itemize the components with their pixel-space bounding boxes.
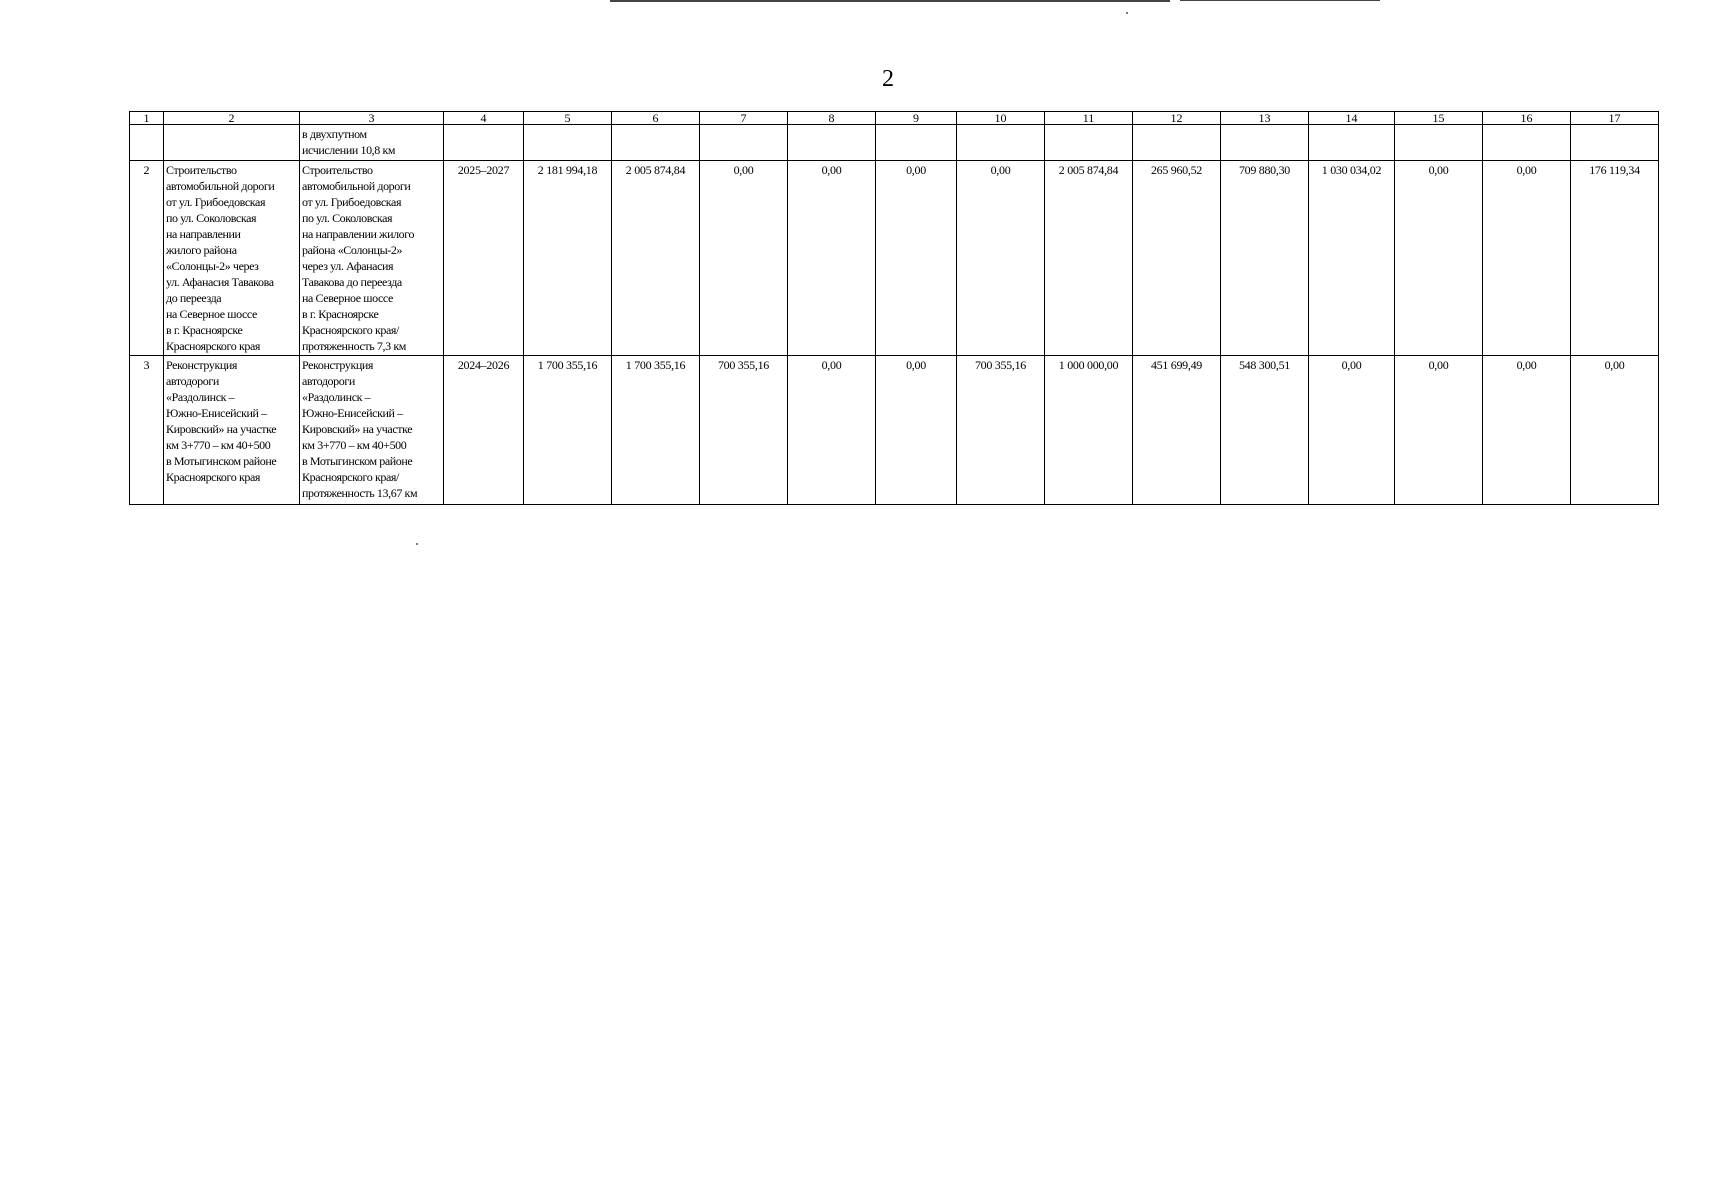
- value-cell: 700 355,16: [957, 356, 1045, 505]
- table-row-continuation: [130, 125, 1659, 161]
- table-row: [130, 356, 1659, 505]
- object-name: Строительство автомобильной дороги от ул. Грибоедовская по ул. Соколовская на направлении жилого района «Солонцы-2» через ул. Афанасия Тавакова до переезда на Северное шоссе в г. Красноярске Красноярского края: [164, 161, 300, 356]
- table-header-row: [130, 112, 1659, 125]
- value-cell: 176 119,34: [1571, 161, 1659, 356]
- value-cell: 0,00: [788, 161, 876, 356]
- value-cell: 1 700 355,16: [612, 356, 700, 505]
- column-header: 15: [1395, 112, 1483, 125]
- column-header: 13: [1221, 112, 1309, 125]
- period-cell: 2024–2026: [444, 356, 524, 505]
- column-header: 2: [164, 112, 300, 125]
- column-header: 16: [1483, 112, 1571, 125]
- value-cell: 0,00: [1483, 161, 1571, 356]
- value-cell: 709 880,30: [1221, 161, 1309, 356]
- value-cell: 2 005 874,84: [612, 161, 700, 356]
- column-header: 12: [1133, 112, 1221, 125]
- column-header: 5: [524, 112, 612, 125]
- column-header: 3: [300, 112, 444, 125]
- period-cell: 2025–2027: [444, 161, 524, 356]
- scan-artifact-line: [610, 0, 1170, 2]
- value-cell: 0,00: [1395, 356, 1483, 505]
- row-number: 2: [130, 161, 164, 356]
- value-cell: 0,00: [700, 161, 788, 356]
- value-cell: 0,00: [1571, 356, 1659, 505]
- table-row: [130, 161, 1659, 356]
- budget-table: [129, 111, 1659, 505]
- value-cell: 265 960,52: [1133, 161, 1221, 356]
- value-cell: 0,00: [1395, 161, 1483, 356]
- column-header: 8: [788, 112, 876, 125]
- value-cell: 0,00: [876, 356, 957, 505]
- object-description-continued: в двухпутном исчислении 10,8 км: [300, 125, 444, 161]
- value-cell: 0,00: [876, 161, 957, 356]
- column-header: 6: [612, 112, 700, 125]
- value-cell: 1 030 034,02: [1309, 161, 1395, 356]
- page-number: 2: [882, 66, 894, 92]
- scan-speck: [1126, 12, 1128, 14]
- value-cell: 548 300,51: [1221, 356, 1309, 505]
- column-header: 14: [1309, 112, 1395, 125]
- row-number: 3: [130, 356, 164, 505]
- value-cell: 1 700 355,16: [524, 356, 612, 505]
- column-header: 7: [700, 112, 788, 125]
- value-cell: 0,00: [957, 161, 1045, 356]
- value-cell: 700 355,16: [700, 356, 788, 505]
- scan-speck: [416, 543, 418, 545]
- object-description: Строительство автомобильной дороги от ул. Грибоедовская по ул. Соколовская на направлении жилого района «Солонцы-2» через ул. Афанасия Тавакова до переезда на Северное шоссе в г. Красноярске Красноярского края/ протяженность 7,3 км: [300, 161, 444, 356]
- value-cell: 2 005 874,84: [1045, 161, 1133, 356]
- value-cell: 451 699,49: [1133, 356, 1221, 505]
- object-name: Реконструкция автодороги «Раздолинск – Южно-Енисейский – Кировский» на участке км 3+770 – км 40+500 в Мотыгинском районе Красноярского края: [164, 356, 300, 505]
- scan-artifact-line: [1180, 0, 1380, 1]
- value-cell: 2 181 994,18: [524, 161, 612, 356]
- value-cell: 0,00: [1309, 356, 1395, 505]
- value-cell: 0,00: [788, 356, 876, 505]
- column-header: 4: [444, 112, 524, 125]
- value-cell: 0,00: [1483, 356, 1571, 505]
- object-description: Реконструкция автодороги «Раздолинск – Южно-Енисейский – Кировский» на участке км 3+770 – км 40+500 в Мотыгинском районе Красноярского края/ протяженность 13,67 км: [300, 356, 444, 505]
- value-cell: 1 000 000,00: [1045, 356, 1133, 505]
- column-header: 9: [876, 112, 957, 125]
- column-header: 17: [1571, 112, 1659, 125]
- column-header: 10: [957, 112, 1045, 125]
- column-header: 1: [130, 112, 164, 125]
- column-header: 11: [1045, 112, 1133, 125]
